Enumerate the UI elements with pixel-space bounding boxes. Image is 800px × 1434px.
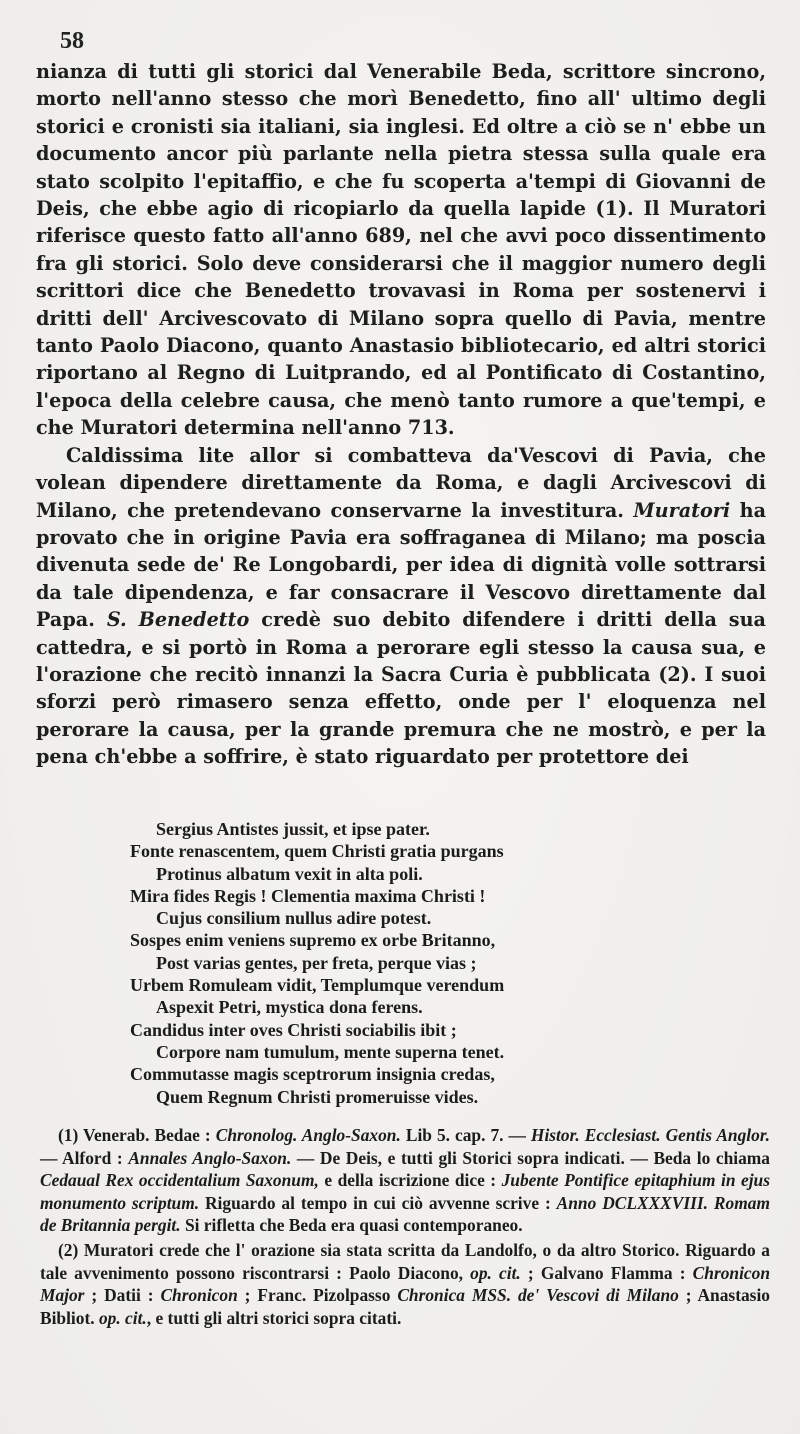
paragraph-2-part-a: Caldissima lite allor si combatteva da'Vescovi di Pavia, che volean dipendere direttamente da Roma, e dagli Arcivescovi di Milano, che pretendevano conservarne la investitura. <box>36 443 766 522</box>
footnote-text: Si rifletta che Beda era quasi contemporaneo. <box>180 1215 523 1236</box>
footnote-1 <box>40 1124 770 1237</box>
footnote-citation: Chronica MSS. de' Vescovi di Milano <box>397 1285 679 1306</box>
verse-line: Corpore nam tumulum, mente superna tenet. <box>156 1041 505 1062</box>
verse-line: Aspexit Petri, mystica dona ferens. <box>156 997 423 1018</box>
verse-line: Urbem Romuleam vidit, Templumque verendum <box>130 975 505 996</box>
verse-line: Mira fides Regis ! Clementia maxima Christi ! <box>130 885 486 906</box>
footnote-citation: Histor. Ecclesiast. Gentis Anglor. <box>530 1125 770 1145</box>
footnote-text: Riguardo al tempo in cui ciò avvenne scrive : <box>199 1192 557 1213</box>
footnote-citation: Jubente Pontifice epitaphium in ejus monumento scriptum. <box>40 1170 770 1213</box>
verse-line: Cujus consilium nullus adire potest. <box>156 908 432 929</box>
paragraph-2 <box>36 442 766 771</box>
paragraph-2-part-e: credè suo debito difendere i dritti della sua cattedra, e si portò in Roma a perorare egli stesso la causa sua, e l'orazione che recitò innanzi la Sacra Curia è pubblicata (2). I suoi sforzi però rimasero senza effetto, onde per l' eloquenza nel perorare la causa, per la grande premura che ne mostrò, e per la pena ch'ebbe a soffrire, è stato riguardato per protettore dei <box>36 608 766 769</box>
footnotes <box>40 1124 770 1331</box>
verse-line: Quem Regnum Christi promeruisse vides. <box>156 1086 479 1107</box>
verse-line: Fonte renascentem, quem Christi gratia purgans <box>130 841 504 862</box>
footnote-text: (1) Venerab. Bedae : <box>58 1125 216 1145</box>
verse-line: Sospes enim veniens supremo ex orbe Britanno, <box>130 930 496 951</box>
footnote-citation: Anno DCLXXXVIII. Romam de Britannia pergit. <box>40 1192 770 1236</box>
verse-line: Sergius Antistes jussit, et ipse pater. <box>156 819 430 839</box>
footnote-text: — De Deis, e tutti gli Storici sopra indicati. — Beda lo chiama <box>291 1147 770 1168</box>
footnote-text: Lib 5. cap. 7. — <box>400 1125 531 1145</box>
verse-line: Protinus albatum vexit in alta poli. <box>156 863 423 884</box>
epitaph-verses <box>130 818 730 1108</box>
footnote-text: e della iscrizione dice : <box>318 1170 502 1191</box>
footnote-2 <box>40 1239 770 1329</box>
footnote-text: ; Anastasio Bibliot. <box>40 1285 770 1328</box>
page-number: 58 <box>60 28 84 54</box>
paragraph-2-part-c: ha provato che in origine Pavia era soffraganea di Milano; ma poscia divenuta sede de' Re Longobardi, per idea di dignità volle sottrarsi da tale dipendenza, e far consacrare il Vescovo direttamente dal Papa. <box>36 498 766 632</box>
paragraph-1: nianza di tutti gli storici dal Venerabile Beda, scrittore sincrono, morto nell'anno stesso che morì Benedetto, fino all' ultimo degli storici e cronisti sia italiani, sia inglesi. Ed oltre a ciò se n' ebbe un documento ancor più parlante nella pietra stessa sulla quale era stato scolpito l'epitaffio, e che fu scoperta a'tempi di Giovanni de Deis, che ebbe agio di ricopiarlo da quella lapide (1). Il Muratori riferisce questo fatto all'anno 689, nel che avvi poco dissentimento fra gli storici. Solo deve considerarsi che il maggior numero degli scrittori dice che Benedetto trovavasi in Roma per sostenervi i dritti dell' Arcivescovato di Milano sopra quello di Pavia, mentre tanto Paolo Diacono, quanto Anastasio bibliotecario, ed altri storici riportano al Regno di Luitprando, ed al Pontificato di Costantino, l'epoca della celebre causa, che menò tanto rumore a que'tempi, e che Muratori determina nell'anno 713. <box>36 60 766 440</box>
footnote-citation: Chronicon Major <box>40 1262 770 1306</box>
footnote-citation: Chronolog. Anglo-Saxon. <box>215 1125 401 1145</box>
footnote-citation: op. cit. <box>470 1262 521 1283</box>
footnote-citation: Annales Anglo-Saxon. <box>128 1147 292 1168</box>
footnote-text: — Alford : <box>40 1147 129 1168</box>
verse-line: Post varias gentes, per freta, perque vias ; <box>156 952 477 973</box>
footnote-citation: op. cit. <box>98 1307 147 1328</box>
footnote-text: ; Datii : <box>84 1285 161 1306</box>
footnote-text: ; Franc. Pizolpasso <box>237 1285 398 1306</box>
verse-line: Candidus inter oves Christi sociabilis ibit ; <box>130 1019 457 1040</box>
footnote-text: ; Galvano Flamma : <box>520 1262 693 1283</box>
footnote-citation: Chronicon <box>160 1285 238 1306</box>
verse-line: Commutasse magis sceptrorum insignia credas, <box>130 1064 495 1085</box>
paragraph-2-s-benedetto: S. Benedetto <box>106 608 250 632</box>
footnote-text: (2) Muratori crede che l' orazione sia stata scritta da Landolfo, o da altro Storico. Riguardo a tale avvenimento possono riscontrarsi : Paolo Diacono, <box>40 1239 770 1283</box>
footnote-text: , e tutti gli altri storici sopra citati. <box>146 1307 402 1328</box>
footnote-citation: Cedaual Rex occidentalium Saxonum, <box>40 1170 319 1191</box>
paragraph-2-muratori: Muratori <box>633 498 731 522</box>
main-body-text <box>36 58 766 771</box>
